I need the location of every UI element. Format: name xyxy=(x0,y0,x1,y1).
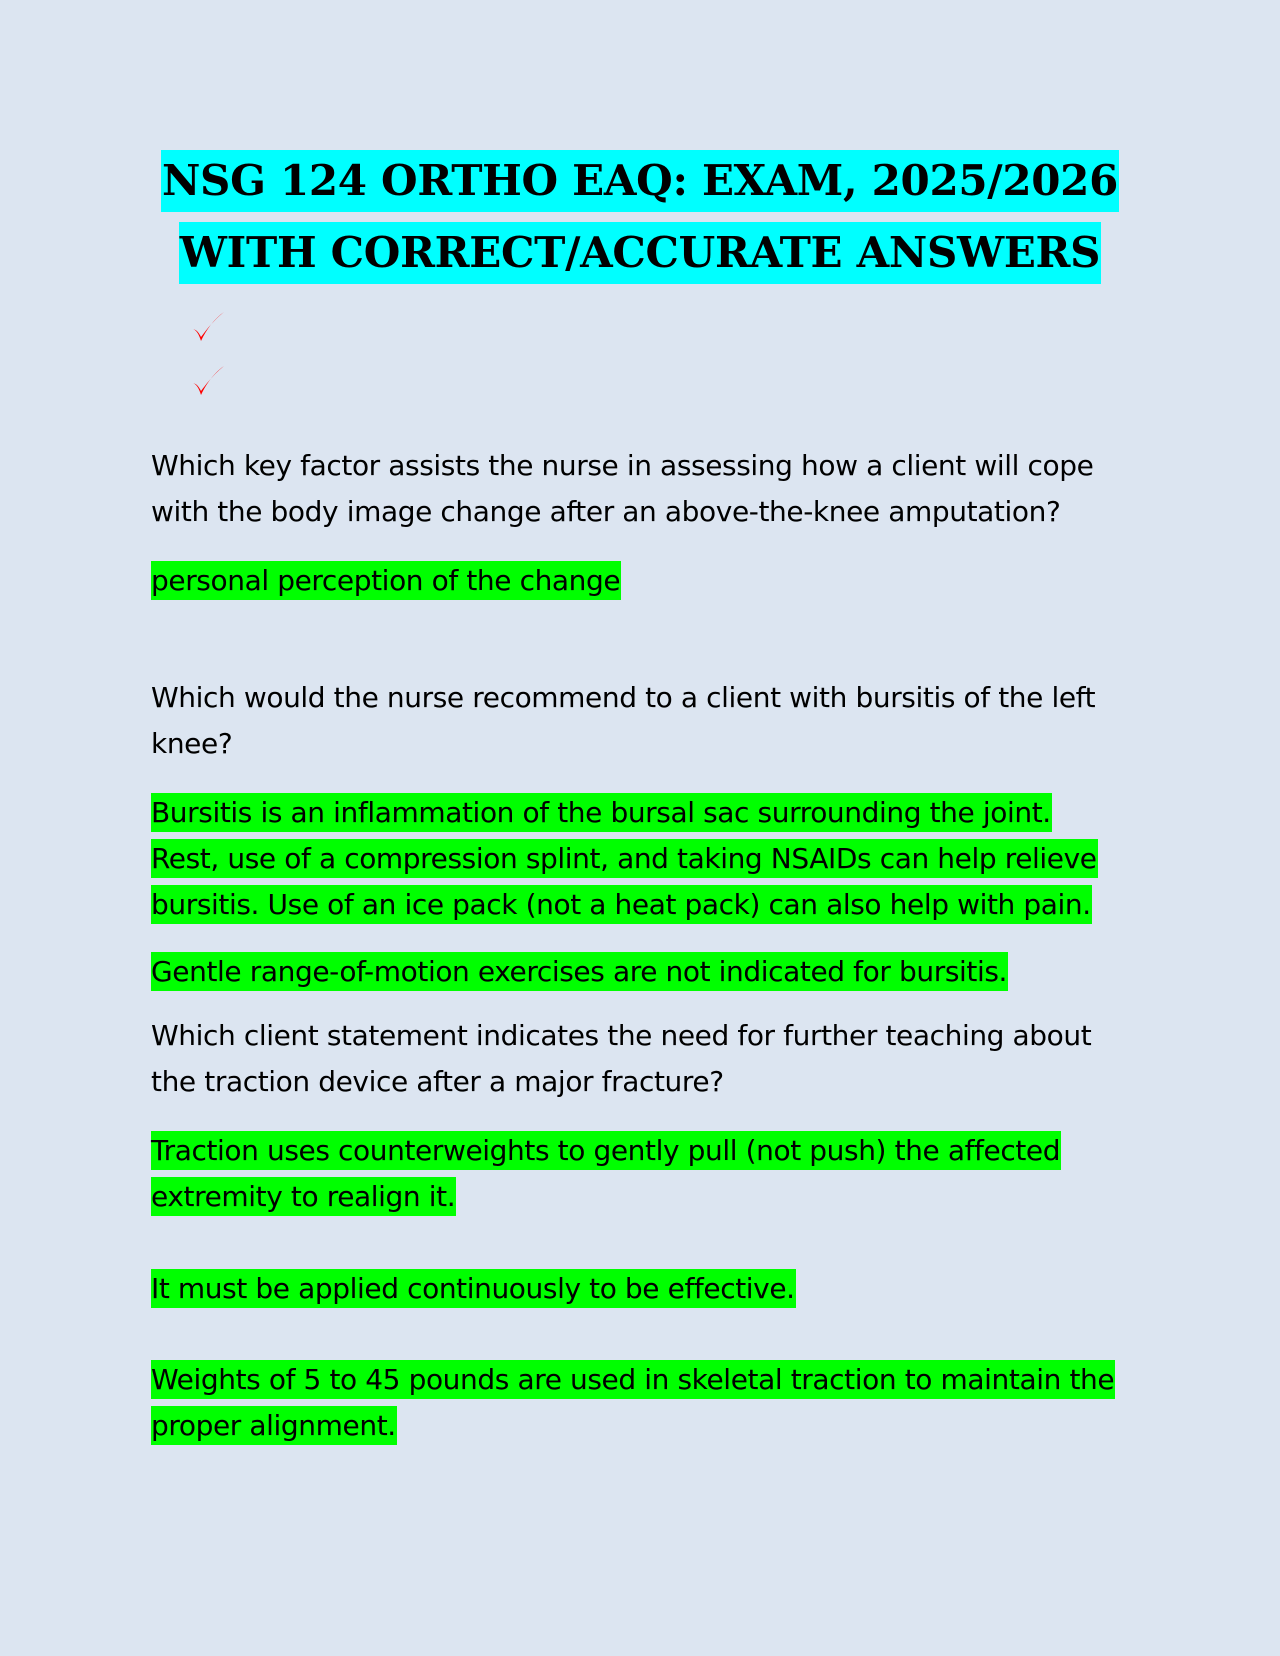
answer-3c xyxy=(151,1357,1131,1449)
answer-1 xyxy=(151,558,1131,604)
answer-3a-line-2: extremity to realign it. xyxy=(151,1177,456,1216)
answer-2a xyxy=(151,790,1131,928)
answer-2a-line-1: Bursitis is an inflammation of the bursal sac surrounding the joint. xyxy=(151,793,1052,832)
answer-2a-line-3: bursitis. Use of an ice pack (not a heat pack) can also help with pain. xyxy=(151,885,1092,924)
question-1 xyxy=(151,443,1131,535)
question-1-line-1: Which key factor assists the nurse in assessing how a client will cope xyxy=(151,449,1094,482)
answer-3a xyxy=(151,1128,1131,1220)
answer-1-line-1: personal perception of the change xyxy=(151,561,621,600)
title-line-2: WITH CORRECT/ACCURATE ANSWERS xyxy=(179,222,1101,284)
answer-3c-line-2: proper alignment. xyxy=(151,1406,397,1445)
answer-2b-line-1: Gentle range-of-motion exercises are not indicated for bursitis. xyxy=(151,952,1008,991)
question-3 xyxy=(151,1013,1131,1105)
title-line-1: NSG 124 ORTHO EAQ: EXAM, 2025/2026 xyxy=(161,150,1119,212)
checkmark-icon xyxy=(190,364,230,418)
checkmark-list xyxy=(190,310,230,418)
answer-3a-line-1: Traction uses counterweights to gently pull (not push) the affected xyxy=(151,1131,1061,1170)
answer-2a-line-2: Rest, use of a compression splint, and taking NSAIDs can help relieve xyxy=(151,839,1098,878)
answer-3c-line-1: Weights of 5 to 45 pounds are used in skeletal traction to maintain the xyxy=(151,1360,1115,1399)
question-2 xyxy=(151,675,1131,767)
question-1-line-2: with the body image change after an above-the-knee amputation? xyxy=(151,495,1061,528)
question-2-line-2: knee? xyxy=(151,727,233,760)
checkmark-icon xyxy=(190,310,230,364)
document-title xyxy=(0,150,1280,294)
answer-2b xyxy=(151,949,1131,995)
answer-3b xyxy=(151,1266,1131,1312)
question-3-line-2: the traction device after a major fracture? xyxy=(151,1065,724,1098)
answer-3b-line-1: It must be applied continuously to be effective. xyxy=(151,1269,796,1308)
question-2-line-1: Which would the nurse recommend to a client with bursitis of the left xyxy=(151,681,1096,714)
question-3-line-1: Which client statement indicates the need for further teaching about xyxy=(151,1019,1092,1052)
